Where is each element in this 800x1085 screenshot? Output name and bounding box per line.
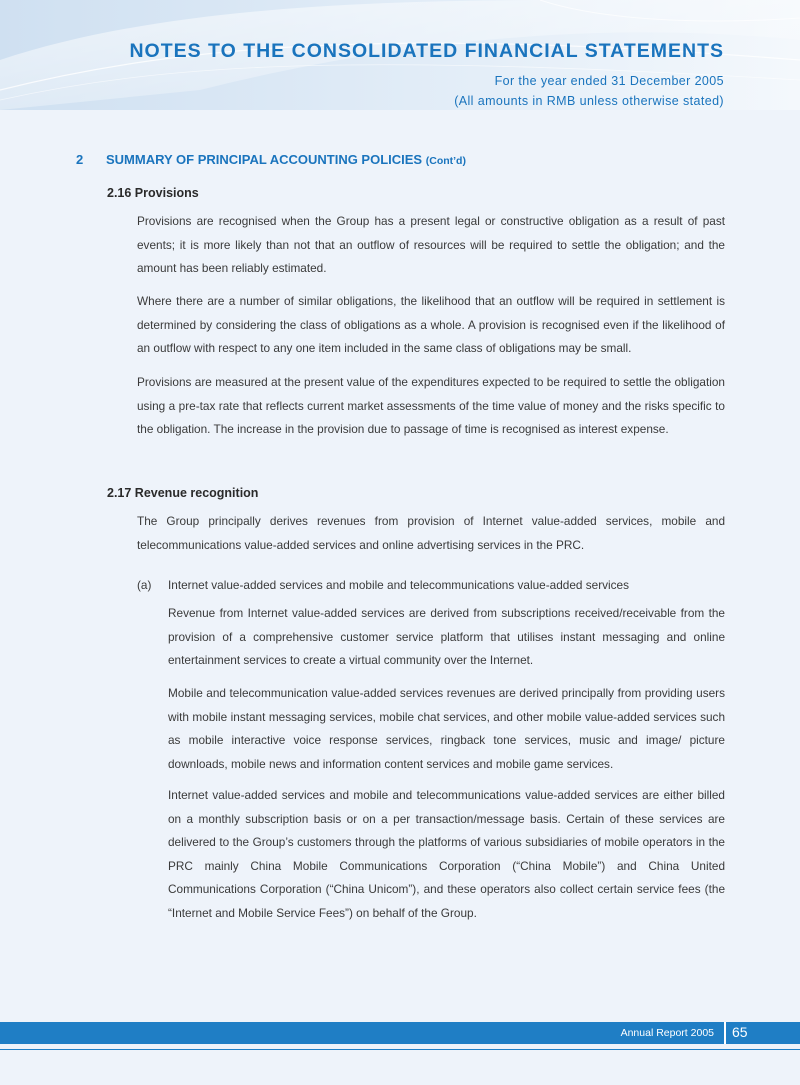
item-a-paragraph-3: Internet value-added services and mobile and telecommunications value-added services are either billed on a monthly subscription basis or on a per transaction/message basis. Certain of these services are delivered to the Group’s customers through the platforms of various subsidiaries of mobile operators in the PRC mainly China Mobile Communications Corporation (“China Mobile”) and China United Communications Corporation (“China Unicom”), and these operators also collect certain service fees (the “Internet and Mobile Service Fees”) on behalf of the Group.: [168, 788, 725, 920]
footer-report-title: Annual Report 2005: [620, 1027, 714, 1039]
provisions-paragraph-3: Provisions are measured at the present value of the expenditures expected to be required to settle the obligation using a pre-tax rate that reflects current market assessments of the time value of money and the risks specific to the obligation. The increase in the provision due to passage of time is recognised as interest expense.: [137, 375, 725, 437]
item-a-title: Internet value-added services and mobile and telecommunications value-added services: [168, 578, 629, 592]
revenue-intro: The Group principally derives revenues from provision of Internet value-added services, mobile and telecommunications value-added services and online advertising services in the PRC.: [137, 514, 725, 552]
item-a-heading: [137, 578, 629, 592]
page-title: NOTES TO THE CONSOLIDATED FINANCIAL STATEMENTS: [129, 40, 724, 62]
section-continued: (Cont’d): [425, 155, 466, 167]
footer-rule: [0, 1049, 800, 1050]
footer-divider: [724, 1022, 726, 1044]
revenue-heading: 2.17 Revenue recognition: [107, 486, 259, 500]
item-a-paragraph-2: Mobile and telecommunication value-added services revenues are derived principally from providing users with mobile instant messaging services, mobile chat services, and other mobile value-added services such as mobile interactive voice response services, ringback tone services, music and image/ picture downloads, mobile news and information content services and mobile game services.: [168, 686, 725, 771]
provisions-heading: 2.16 Provisions: [107, 186, 199, 200]
section-number: 2: [76, 152, 84, 167]
item-a-label: (a): [137, 578, 152, 592]
provisions-paragraph-1: Provisions are recognised when the Group has a present legal or constructive obligation as a result of past events; it is more likely than not that an outflow of resources will be required to settle the obligation; and the amount has been reliably estimated.: [137, 214, 725, 276]
provisions-paragraph-2: Where there are a number of similar obligations, the likelihood that an outflow will be required in settlement is determined by considering the class of obligations as a whole. A provision is recognised even if the likelihood of an outflow with respect to any one item included in the same class of obligations may be small.: [137, 294, 725, 356]
period-subtitle: For the year ended 31 December 2005: [494, 74, 724, 88]
currency-note: (All amounts in RMB unless otherwise stated): [454, 94, 724, 108]
section-heading: [76, 152, 466, 167]
item-a-paragraph-1: Revenue from Internet value-added services are derived from subscriptions received/receivable from the provision of a comprehensive customer service platform that utilises instant messaging and online entertainment services to create a virtual community over the Internet.: [168, 606, 725, 668]
section-title: SUMMARY OF PRINCIPAL ACCOUNTING POLICIES: [106, 152, 423, 167]
page-number: 65: [732, 1024, 748, 1040]
